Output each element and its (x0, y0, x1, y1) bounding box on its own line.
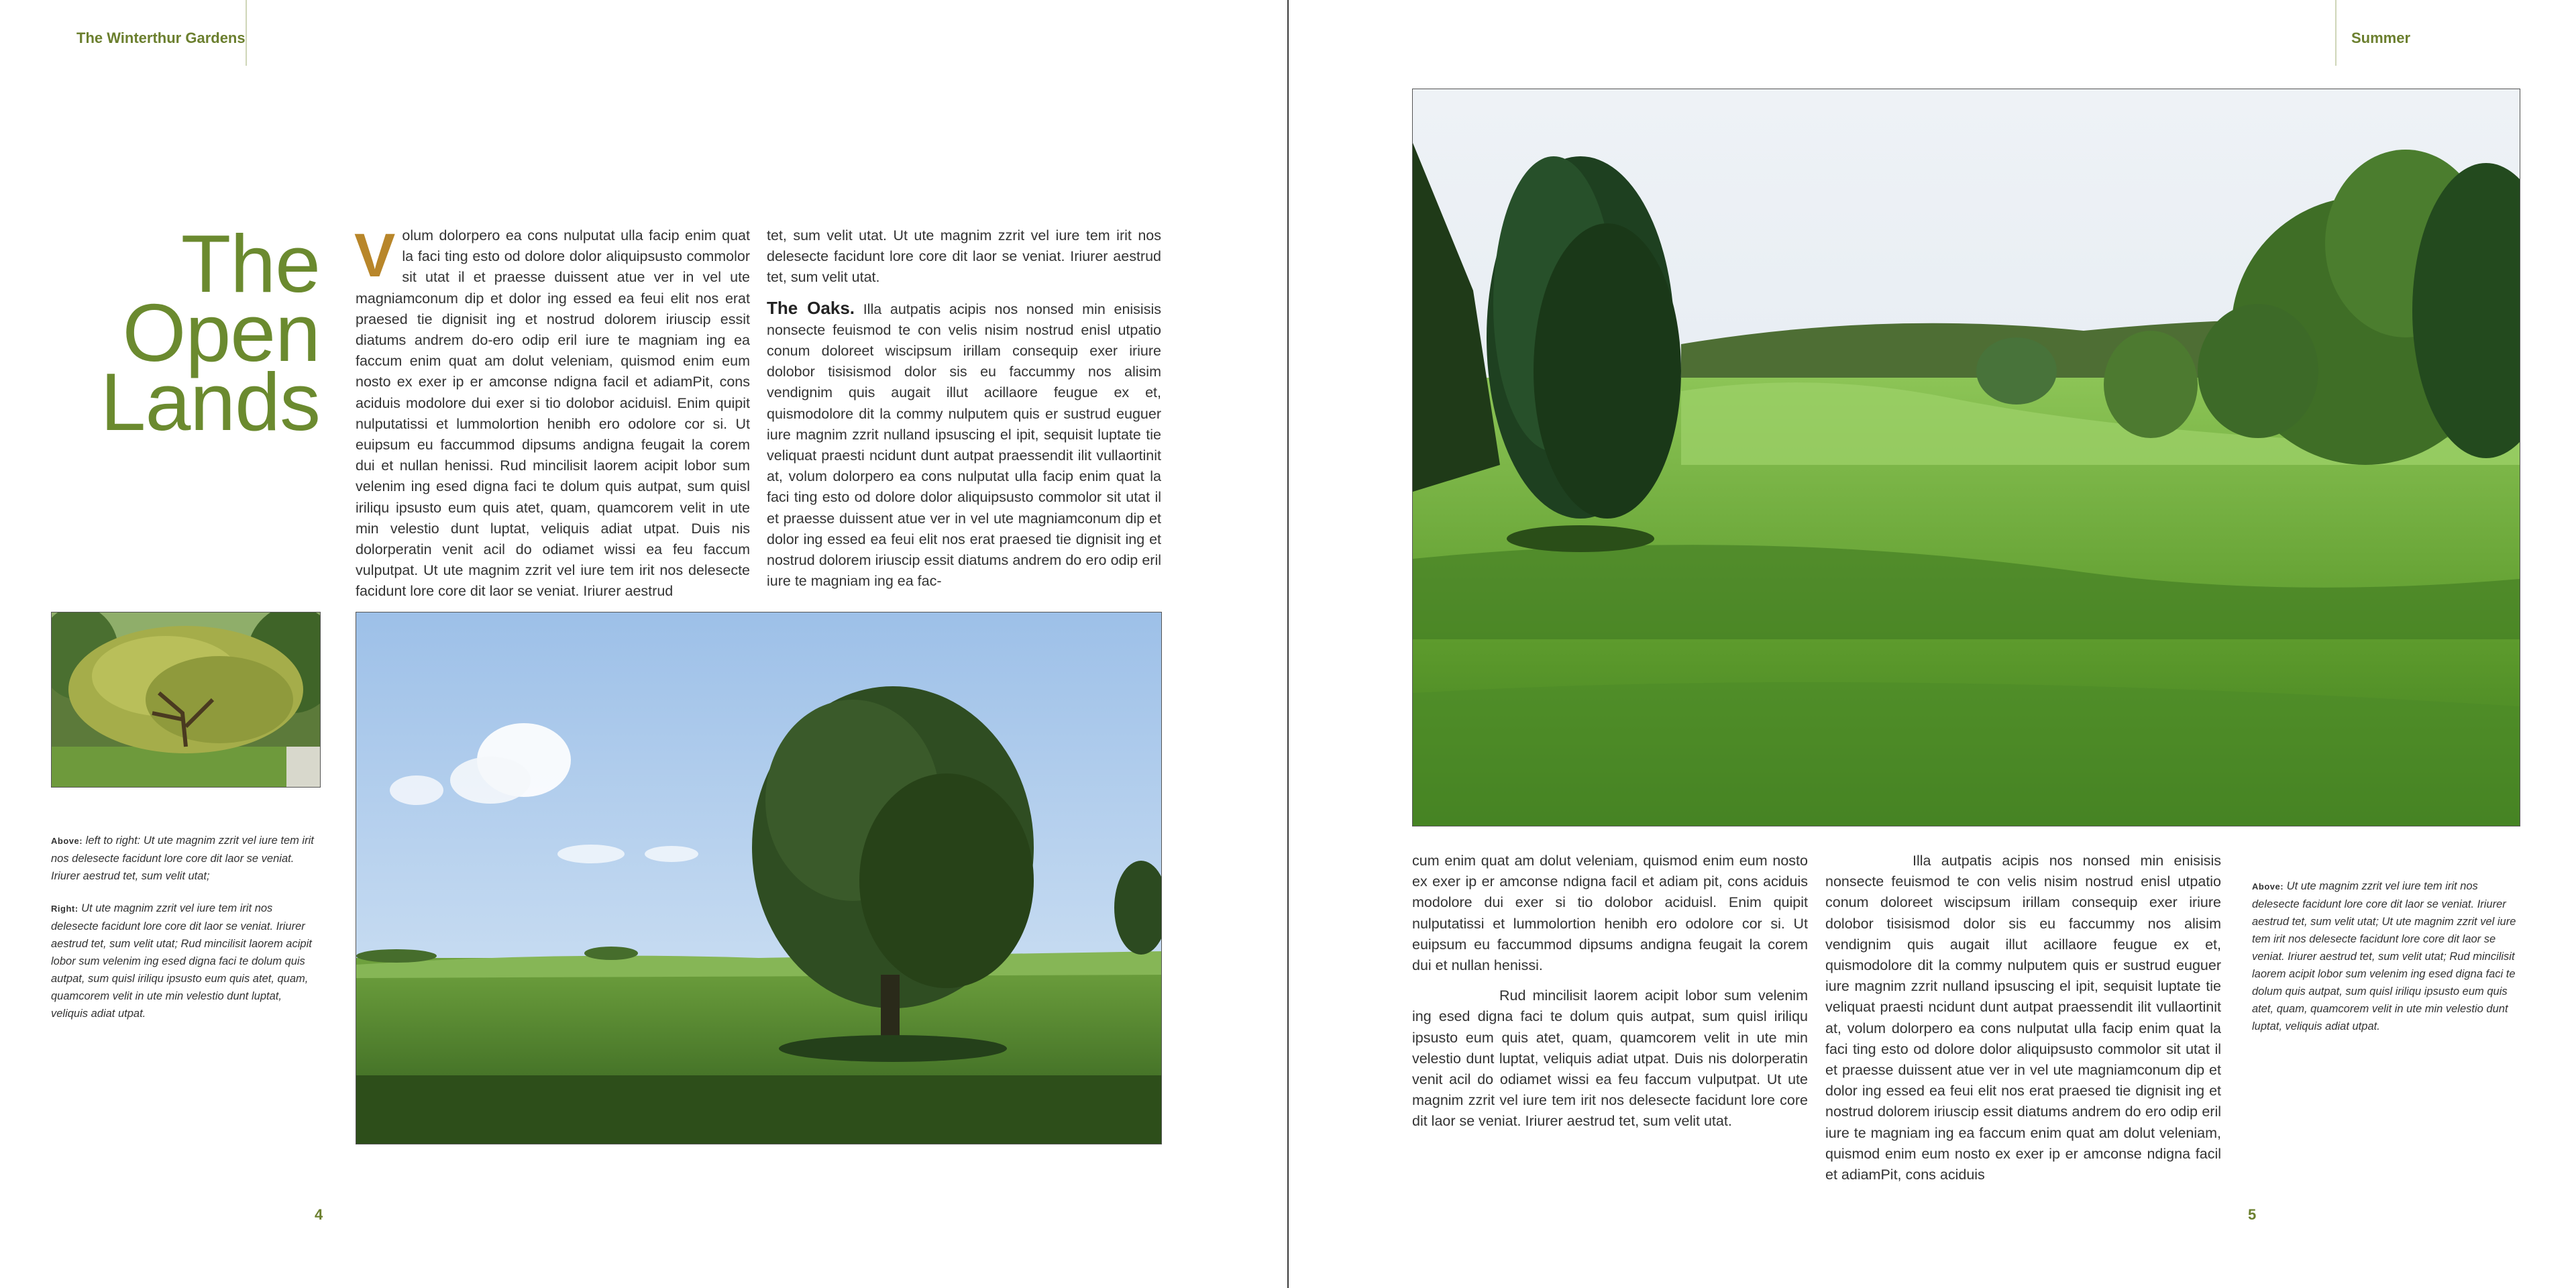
body-text: tet, sum velit utat. Ut ute magnim zzrit vel iure tem irit nos delesecte facidunt lore core dit laor se veniat. Iriurer aestrud tet, sum velit utat. (767, 227, 1161, 286)
drop-cap: V (354, 221, 396, 290)
running-head-rule (2335, 0, 2337, 66)
body-text: cum enim quat am dolut veleniam, quismod enim eum nosto ex exer ip er amconse ndigna facil et adiam pit, cons aciduis modolore dui exer si tio dolobor aciduisl. Enim quipit nulputatissi et lummolortion henibh ero odolore cor si. Ut euipsum eu faccummod dipsums andigna feugait la corem dui et nullan henissi. (1412, 853, 1808, 974)
running-head-rule (246, 0, 247, 66)
caption-above (2252, 877, 2519, 1035)
body-column-2 (767, 225, 1161, 592)
caption-lead: Above: (2252, 881, 2284, 892)
photo-oak-tree (356, 612, 1162, 1144)
title-line-2: Open (122, 287, 320, 378)
caption-text: Ut ute magnim zzrit vel iure tem irit nos delesecte facidunt lore core dit laor se veniat. Iriurer aestrud tet, sum velit utat; Rud mincilisit laorem acipit lobor sum velenim ing esed digna faci te dolum quis autpat, sum quisl iriliqu ipsusto eum quis atet, quam, quamcorem velit in ute min velestio dunt luptat, veliquis adiat utpat. (51, 902, 312, 1020)
article-title (100, 218, 320, 447)
section-subhead: The Oaks. (767, 297, 855, 318)
running-head-right: Summer (2351, 30, 2411, 46)
caption-above (51, 832, 314, 885)
title-line-1: The (180, 218, 320, 309)
photo-maple-tree (51, 612, 321, 788)
caption-text: left to right: Ut ute magnim zzrit vel iure tem irit nos delesecte facidunt lore core dit laor se veniat. Iriurer aestrud tet, sum velit utat; (51, 835, 314, 882)
body-column-3 (1412, 851, 1808, 1132)
left-page (0, 0, 1287, 1288)
caption-right (51, 900, 314, 1022)
body-text: olum dolorpero ea cons nulputat ulla facip enim quat la faci ting esto od dolore dolor aliquipsusto commolor sit utat il et praesse duissent atue ver in vel ute magniamconum dip et dolor ing essed ea feui elit nos erat praesed tie dignisit ing et nostrud dolorem iriuscip essit diatums andrem do-ero odip eril iure te magniam ing ea faccum enim quat am dolut veleniam, quismod enim eum nosto ex exer ip er amconse ndigna facil et adiamPit, cons aciduis modolore dui exer si tio dolobor aciduisl. Enim quipit nulputatissi et lummolortion henibh ero odolore cor si. Ut euipsum eu faccummod dipsums andigna feugait la corem dui et nullan henissi. Rud mincilisit laorem acipit lobor sum velenim ing esed digna faci te dolum quis autpat, sum quisl iriliqu ipsusto eum quis atet, quam, quamcorem velit in ute min velestio dunt luptat, veliquis adiat utpat. Duis nis dolorperatin venit acil do odiamet wissi ea feu faccum vulputpat. Ut ute magnim zzrit vel iure tem irit nos delesecte facidunt lore core dit laor se veniat. Iriurer aestrud (356, 227, 750, 600)
body-text: Rud mincilisit laorem acipit lobor sum velenim ing esed digna faci te dolum quis autpat, sum quisl iriliqu ipsusto eum quis atet, quam, quamcorem velit in ute min velestio dunt luptat, veliquis adiat utpat. Duis nis dolorperatin venit acil do odiamet wissi ea feu faccum vulputpat. Ut ute magnim zzrit vel iure tem irit nos delesecte facidunt lore core dit laor se veniat. Iriurer aestrud tet, sum velit utat. (1412, 987, 1808, 1130)
caption-left (51, 832, 314, 1037)
caption-right-page (2252, 877, 2519, 1050)
caption-text: Ut ute magnim zzrit vel iure tem irit nos delesecte facidunt lore core dit laor se veniat. Iriurer aestrud tet, sum velit utat; Ut ute magnim zzrit vel iure tem irit nos delesecte facidunt lore core dit laor se veniat. Iriurer aestrud tet, sum velit utat; Rud mincilisit laorem acipit lobor sum velenim ing esed digna faci te dolum quis autpat, sum quisl iriliqu ipsusto eum quis atet, quam, quamcorem velit in ute min velestio dunt luptat, veliquis adiat utpat. (2252, 880, 2516, 1032)
running-head-left: The Winterthur Gardens (76, 30, 246, 46)
caption-lead: Above: (51, 836, 83, 846)
body-column-1 (354, 221, 750, 602)
title-line-3: Lands (100, 356, 320, 447)
page-number-left: 4 (315, 1206, 323, 1223)
body-text: Illa autpatis acipis nos nonsed min enisisis nonsecte feuismod te con velis nisim nostrud enisl utpatio conum doloreet wiscipsum irillam consequip exer iriure dolobor tisisismod dolor sis eu faccummy nos alisim vendignim quis augait illut acillaore feugue ex et, quismodolore dit la commy nulputem quis er sustrud euguer iure magnim zzrit nulland ipsuscing el ipit, sequisit luptate tie veliquat praesti ncidunt dunt autpat praessendit ilit vullaortinit at, volum dolorpero ea cons nulputat ulla facip enim quat la faci ting esto od dolore dolor aliquipsusto commolor sit utat il et praesse duissent atue ver in vel ute magniamconum dip et dolor ing essed ea feui elit nos erat praesed tie dignisit ing et nostrud dolorem iriuscip essit diatums andrem do ero odip eril iure te magniam ing ea faccum enim quat am dolut veleniam, quismod enim eum nosto ex exer ip er amconse ndigna facil et adiamPit, cons aciduis (1825, 853, 2221, 1183)
page-number-right: 5 (2248, 1206, 2257, 1223)
photo-open-meadow (1412, 89, 2520, 826)
caption-lead: Right: (51, 904, 78, 914)
body-text: Illa autpatis acipis nos nonsed min enisisis nonsecte feuismod te con velis nisim nostrud enisl utpatio conum doloreet wiscipsum irillam consequip exer iriure dolobor tisisismod dolor sis eu faccummy nos alisim vendignim quis augait illut acillaore feugue ex et, quismodolore dit la commy nulputem quis er sustrud euguer iure magnim zzrit nulland ipsuscing el ipit, sequisit luptate tie veliquat praesti ncidunt dunt autpat praessendit ilit vullaortinit at, volum dolorpero ea cons nulputat ulla facip enim quat la faci ting esto od dolore dolor aliquipsusto commolor sit utat il et praesse duissent atue ver in vel ute magniamconum dip et dolor ing essed ea feui elit nos erat praesed tie dignisit ing et nostrud dolorem iriuscip essit diatums andrem do ero odip eril iure te magniam ing ea fac- (767, 301, 1161, 590)
body-column-4 (1825, 851, 2221, 1185)
right-page (1289, 0, 2576, 1288)
